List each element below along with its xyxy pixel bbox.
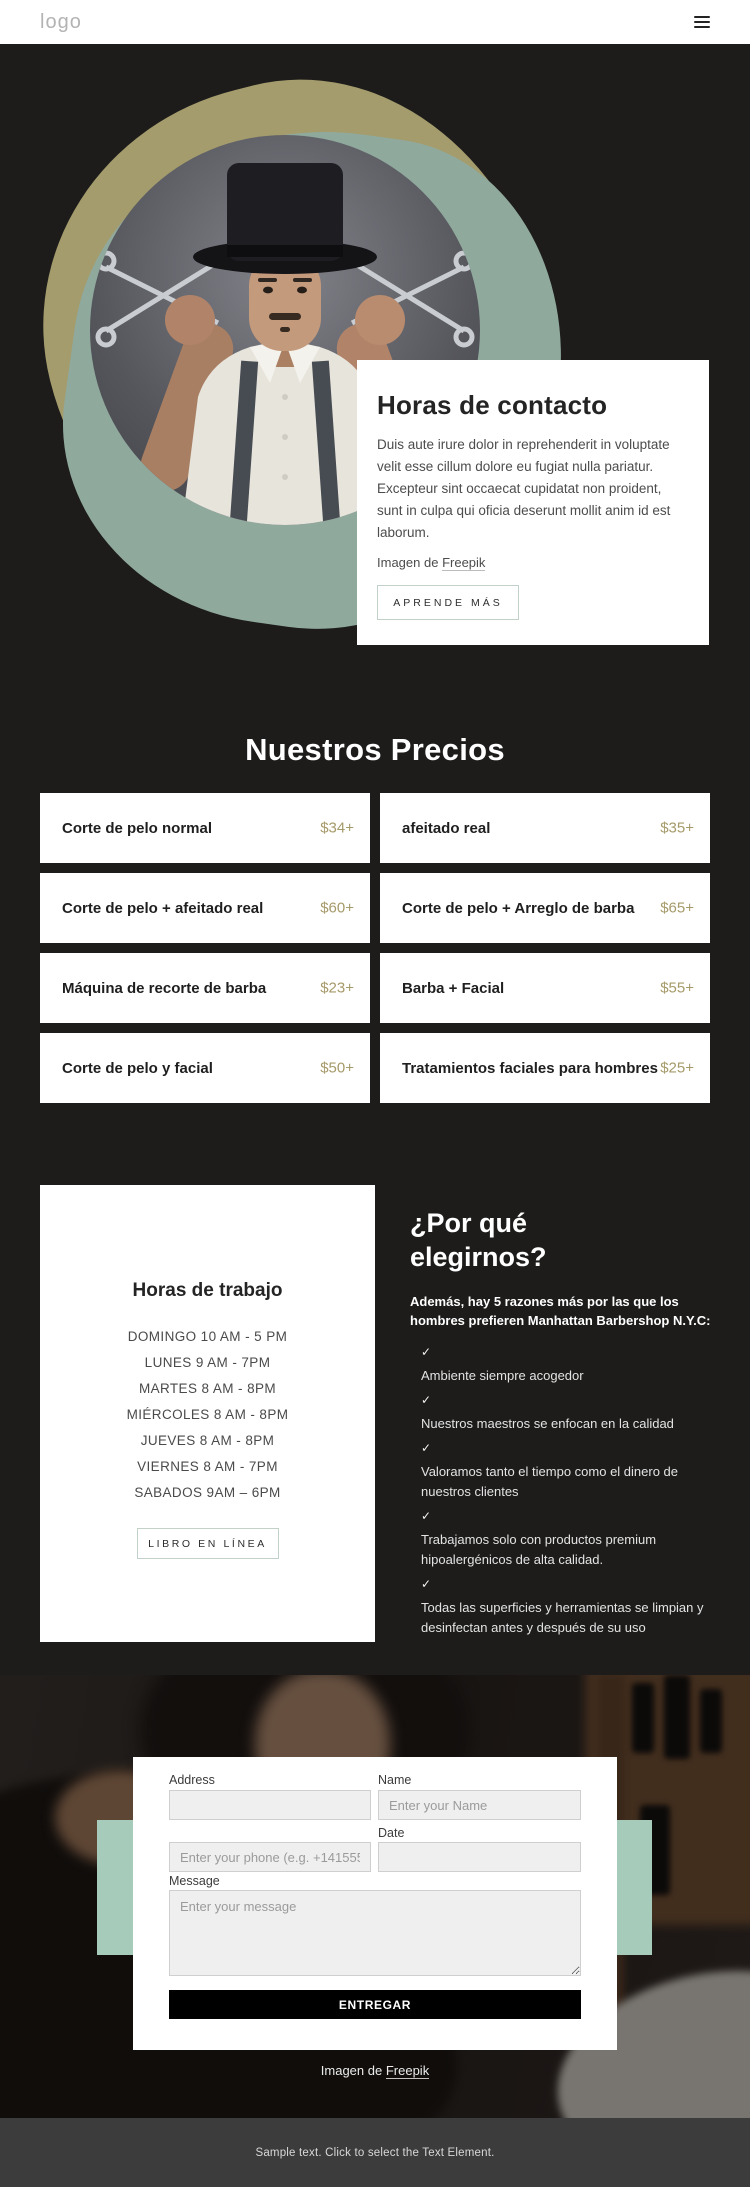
phone-input[interactable] <box>169 1842 371 1872</box>
why-item: Valoramos tanto el tiempo como el dinero de nuestros clientes <box>421 1463 679 1499</box>
address-input[interactable] <box>169 1790 371 1820</box>
site-logo[interactable]: logo <box>40 10 82 33</box>
price-row <box>40 1033 370 1103</box>
hours-line: LUNES 9 AM - 7PM <box>144 1355 271 1370</box>
footer-sample-text[interactable]: Sample text. Click to select the Text Element. <box>255 2146 495 2159</box>
freepik-link[interactable]: Freepik <box>385 2063 430 2078</box>
form-spacer <box>169 1820 371 1842</box>
why-item: Ambiente siempre acogedor <box>421 1367 584 1383</box>
price-row <box>380 953 710 1023</box>
why-item: Trabajamos solo con productos premium hipoalergénicos de alta calidad. <box>421 1532 657 1568</box>
hours-line: JUEVES 8 AM - 8PM <box>140 1433 275 1448</box>
book-online-button[interactable]: LIBRO EN LÍNEA <box>137 1528 279 1559</box>
price-value: $60+ <box>320 899 354 917</box>
check-icon: ✓ <box>421 1509 432 1524</box>
price-label: Corte de pelo normal <box>62 819 213 837</box>
form-grid <box>169 1772 581 1872</box>
price-label: Máquina de recorte de barba <box>62 979 267 997</box>
price-label: Corte de pelo + Arreglo de barba <box>402 899 635 917</box>
contact-form-card <box>133 1757 617 2050</box>
price-label: afeitado real <box>402 819 491 837</box>
check-icon: ✓ <box>421 1344 432 1359</box>
why-choose-us-section <box>410 1207 728 1642</box>
price-list <box>40 793 710 1103</box>
working-hours-list <box>40 1324 375 1506</box>
price-row <box>380 1033 710 1103</box>
price-value: $55+ <box>660 979 694 997</box>
name-input[interactable] <box>378 1790 581 1820</box>
contact-hours-title: Horas de contacto <box>377 390 608 420</box>
why-checklist <box>410 1345 728 1639</box>
hours-line: MIÉRCOLES 8 AM - 8PM <box>126 1407 289 1422</box>
price-value: $65+ <box>660 899 694 917</box>
hamburger-bar <box>694 16 710 18</box>
price-row <box>40 873 370 943</box>
hamburger-bar <box>694 21 710 23</box>
submit-button[interactable]: ENTREGAR <box>169 1990 581 2019</box>
price-row <box>380 873 710 943</box>
photo-image-credit <box>0 2063 750 2078</box>
price-row <box>40 953 370 1023</box>
prices-section-title: Nuestros Precios <box>245 732 505 767</box>
why-item: Nuestros maestros se enfocan en la calidad <box>421 1415 674 1431</box>
dark-main-section <box>0 44 750 1675</box>
price-value: $23+ <box>320 979 354 997</box>
price-value: $35+ <box>660 819 694 837</box>
contact-hours-body: Duis aute irure dolor in reprehenderit in voluptate velit esse cillum dolore eu fugiat nulla pariatur. Excepteur sint occaecat cupidatat non proident, sunt in culpa qui oficia deserunt mollit anim id est laborum. <box>377 437 671 540</box>
barbershop-photo-section <box>0 1675 750 2118</box>
price-label: Tratamientos faciales para hombres <box>402 1059 658 1077</box>
working-hours-card <box>40 1185 375 1642</box>
footer-bar <box>0 2118 750 2187</box>
price-row <box>40 793 370 863</box>
check-icon: ✓ <box>421 1577 432 1592</box>
price-label: Corte de pelo y facial <box>62 1059 213 1077</box>
working-hours-title: Horas de trabajo <box>132 1280 283 1301</box>
contact-hours-card <box>357 360 709 645</box>
name-label: Name <box>378 1773 412 1787</box>
image-credit <box>377 555 687 570</box>
price-label: Corte de pelo + afeitado real <box>62 899 264 917</box>
price-label: Barba + Facial <box>402 979 505 997</box>
credit-prefix: Imagen de <box>320 2063 383 2078</box>
price-value: $25+ <box>660 1059 694 1077</box>
address-label: Address <box>169 1773 215 1787</box>
check-icon: ✓ <box>421 1440 432 1455</box>
why-item: Todas las superficies y herramientas se limpian y desinfectan antes y después de su uso <box>421 1600 704 1636</box>
date-label: Date <box>378 1826 405 1840</box>
message-label: Message <box>169 1874 220 1888</box>
top-navbar <box>0 0 750 44</box>
why-subtitle: Además, hay 5 razones más por las que los hombres prefieren Manhattan Barbershop N.Y.C: <box>410 1293 711 1328</box>
price-value: $50+ <box>320 1059 354 1077</box>
hours-line: DOMINGO 10 AM - 5 PM <box>127 1329 288 1344</box>
why-title: ¿Por qué elegirnos? <box>410 1208 547 1272</box>
hamburger-bar <box>694 26 710 28</box>
price-row <box>380 793 710 863</box>
learn-more-button[interactable]: APRENDE MÁS <box>377 585 519 620</box>
check-icon: ✓ <box>421 1392 432 1407</box>
credit-prefix: Imagen de <box>377 555 439 570</box>
price-value: $34+ <box>320 819 354 837</box>
date-input[interactable] <box>378 1842 581 1872</box>
hamburger-menu-icon[interactable] <box>694 16 710 28</box>
freepik-link[interactable]: Freepik <box>442 555 486 570</box>
hours-line: MARTES 8 AM - 8PM <box>138 1381 277 1396</box>
hours-line: VIERNES 8 AM - 7PM <box>137 1459 278 1474</box>
message-textarea[interactable] <box>169 1890 581 1976</box>
hours-line: SABADOS 9AM – 6PM <box>134 1485 281 1500</box>
